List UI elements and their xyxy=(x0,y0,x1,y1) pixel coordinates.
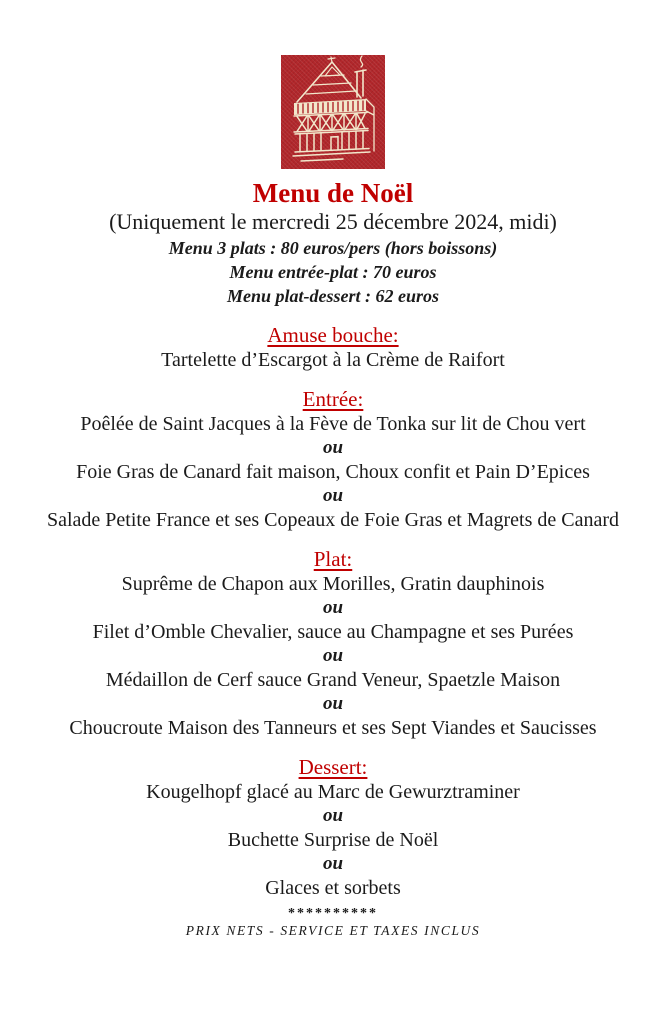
or-separator: ou xyxy=(322,693,344,714)
section-heading: Entrée: xyxy=(302,387,364,411)
or-separator: ou xyxy=(322,645,344,666)
section-items xyxy=(0,348,666,372)
dish-item: Buchette Surprise de Noël xyxy=(227,829,439,851)
or-separator: ou xyxy=(322,805,344,826)
menu-sections xyxy=(0,322,666,900)
dish-item: Médaillon de Cerf sauce Grand Veneur, Spaetzle Maison xyxy=(105,669,561,691)
stars-separator: ********** xyxy=(288,906,378,921)
menu-date-subtitle: (Uniquement le mercredi 25 décembre 2024, midi) xyxy=(109,209,557,234)
or-separator: ou xyxy=(322,437,344,458)
dish-item: Tartelette d’Escargot à la Crème de Raifort xyxy=(161,349,505,371)
dish-item: Filet d’Omble Chevalier, sauce au Champagne et ses Purées xyxy=(92,621,574,643)
dish-item: Foie Gras de Canard fait maison, Choux confit et Pain D’Epices xyxy=(76,461,590,483)
pricing-line: Menu 3 plats : 80 euros/pers (hors boissons) xyxy=(168,238,498,258)
or-separator: ou xyxy=(322,853,344,874)
woodcut-house-icon xyxy=(281,55,385,169)
menu-section xyxy=(0,386,666,532)
dish-item: Glaces et sorbets xyxy=(265,877,401,899)
menu-section xyxy=(0,322,666,372)
restaurant-logo xyxy=(281,55,385,169)
menu-section xyxy=(0,754,666,900)
dish-item: Suprême de Chapon aux Morilles, Gratin dauphinois xyxy=(121,573,545,595)
dish-item: Choucroute Maison des Tanneurs et ses Sept Viandes et Saucisses xyxy=(69,717,597,739)
section-heading: Plat: xyxy=(313,547,353,571)
section-items xyxy=(0,780,666,900)
dish-item: Poêlée de Saint Jacques à la Fève de Tonka sur lit de Chou vert xyxy=(80,413,586,435)
pricing-line: Menu plat-dessert : 62 euros xyxy=(226,286,439,306)
menu-section xyxy=(0,546,666,740)
section-heading: Dessert: xyxy=(298,755,368,779)
dish-item: Kougelhopf glacé au Marc de Gewurztraminer xyxy=(146,781,520,803)
dish-item: Salade Petite France et ses Copeaux de Foie Gras et Magrets de Canard xyxy=(46,509,620,531)
or-separator: ou xyxy=(322,485,344,506)
menu-title: Menu de Noël xyxy=(252,178,414,208)
section-heading: Amuse bouche: xyxy=(267,323,399,347)
footer-note: PRIX NETS - SERVICE ET TAXES INCLUS xyxy=(185,923,481,938)
section-items xyxy=(0,572,666,740)
or-separator: ou xyxy=(322,597,344,618)
section-items xyxy=(0,412,666,532)
pricing-lines xyxy=(0,236,666,308)
pricing-line: Menu entrée-plat : 70 euros xyxy=(229,262,437,282)
